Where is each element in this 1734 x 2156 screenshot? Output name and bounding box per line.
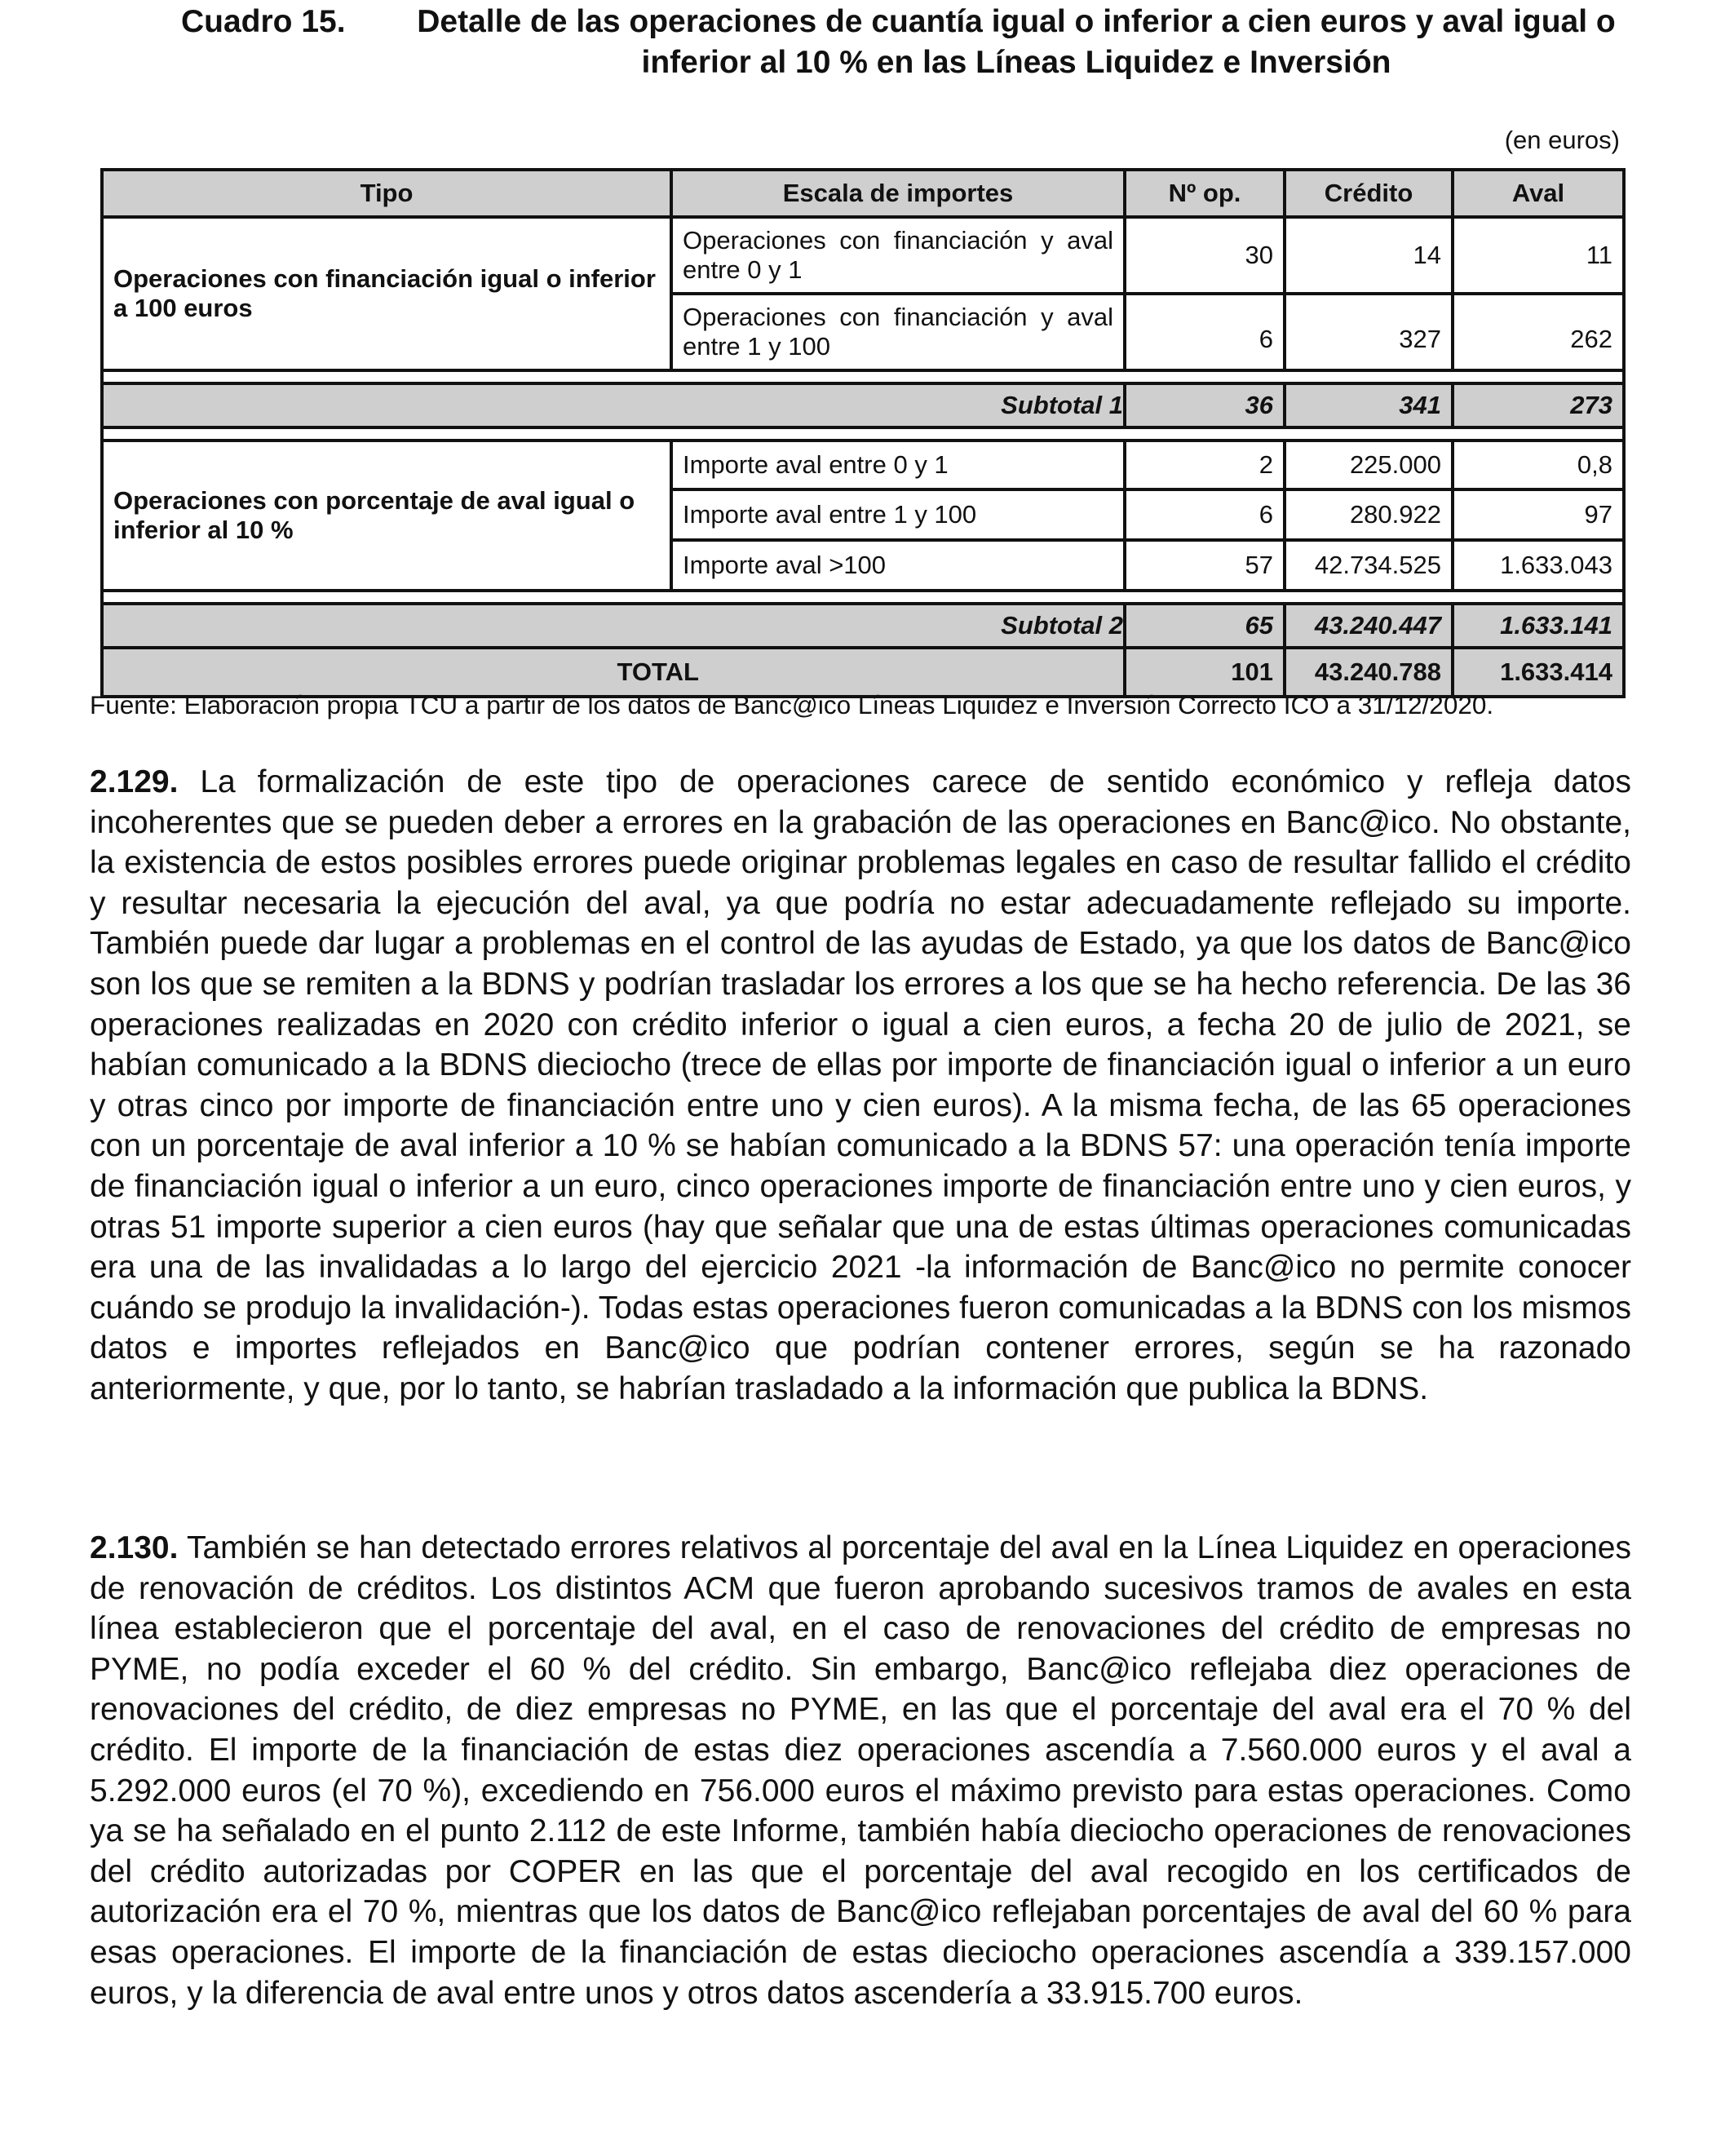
group1-row1-aval: 11 bbox=[1453, 217, 1624, 294]
spacer-row bbox=[102, 370, 1624, 383]
table-header-row bbox=[102, 170, 1624, 217]
spacer-row bbox=[102, 591, 1624, 604]
table-caption bbox=[181, 2, 1633, 83]
subtotal1-label-text: Subtotal 1 bbox=[1001, 391, 1123, 419]
group1-row2-escala bbox=[671, 294, 1125, 370]
unit-note: (en euros) bbox=[1504, 126, 1620, 154]
paragraph-2-130 bbox=[90, 1528, 1631, 2013]
paragraph-number: 2.130. bbox=[90, 1530, 179, 1565]
total-credito: 43.240.788 bbox=[1285, 648, 1453, 697]
escala-line-b: entre 0 y 1 bbox=[683, 255, 803, 284]
caption-title: Detalle de las operaciones de cuantía igual o inferior a cien euros y aval igual o inferior al 10 % en las Líneas Liquidez e Inversión bbox=[417, 4, 1616, 80]
group1-row2-aval: 262 bbox=[1453, 294, 1624, 370]
subtotal2-credito: 43.240.447 bbox=[1285, 604, 1453, 648]
header-escala: Escala de importes bbox=[671, 170, 1125, 217]
subtotal2-row bbox=[102, 604, 1624, 648]
group2-row2-nop: 6 bbox=[1125, 489, 1285, 540]
escala-line-a: Operaciones con financiación y aval bbox=[683, 226, 1113, 255]
spacer-row bbox=[102, 427, 1624, 440]
group2-row1-credito: 225.000 bbox=[1285, 440, 1453, 489]
subtotal1-row bbox=[102, 383, 1624, 427]
paragraph-number: 2.129. bbox=[90, 764, 179, 799]
escala-line-b: entre 1 y 100 bbox=[683, 332, 830, 361]
group2-row1-aval: 0,8 bbox=[1453, 440, 1624, 489]
group2-row1-nop: 2 bbox=[1125, 440, 1285, 489]
caption-label: Cuadro 15. bbox=[181, 4, 346, 39]
header-aval: Aval bbox=[1453, 170, 1624, 217]
source-note: Fuente: Elaboración propia TCU a partir de los datos de Banc@ico Líneas Liquidez e Inversión Correcto ICO a 31/12/2020. bbox=[90, 690, 1494, 719]
table-row bbox=[102, 217, 1624, 294]
subtotal1-credito: 341 bbox=[1285, 383, 1453, 427]
operations-table bbox=[100, 168, 1626, 698]
group2-row2-aval: 97 bbox=[1453, 489, 1624, 540]
group2-row3-credito: 42.734.525 bbox=[1285, 540, 1453, 591]
table-row bbox=[102, 440, 1624, 489]
subtotal1-nop: 36 bbox=[1125, 383, 1285, 427]
subtotal2-label-text: Subtotal 2 bbox=[1001, 611, 1123, 640]
paragraph-2-129 bbox=[90, 762, 1631, 1410]
paragraph-text: La formalización de este tipo de operaciones carece de sentido económico y refleja datos incoherentes que se pueden deber a errores en la grabación de las operaciones en Banc@ico. No obstante, la existencia de estos posibles errores puede originar problemas legales en caso de resultar fallido el crédito y resultar necesaria la ejecución del aval, ya que podría no estar adecuadamente reflejado su importe. También puede dar lugar a problemas en el control de las ayudas de Estado, ya que los datos de Banc@ico son los que se remiten a la BDNS y podrían trasladar los errores a los que se ha hecho referencia. De las 36 operaciones realizadas en 2020 con crédito inferior o igual a cien euros, a fecha 20 de julio de 2021, se habían comunicado a la BDNS dieciocho (trece de ellas por importe de financiación igual o inferior a un euro y otras cinco por importe de financiación entre uno y cien euros). A la misma fecha, de las 65 operaciones con un porcentaje de aval inferior a 10 % se habían comunicado a la BDNS 57: una operación tenía importe de financiación igual o inferior a un euro, cinco operaciones importe de financiación entre uno y cien euros, y otras 51 importe superior a cien euros (hay que señalar que una de estas últimas operaciones comunicadas era una de las invalidadas a lo largo del ejercicio 2021 -la información de Banc@ico no permite conocer cuándo se produjo la invalidación-). Todas estas operaciones fueron comunicadas a la BDNS con los mismos datos e importes reflejados en Banc@ico que podrían contener errores, según se ha razonado anteriormente, y que, por lo tanto, se habrían trasladado a la información que publica la BDNS. bbox=[90, 764, 1631, 1406]
total-label-text: TOTAL bbox=[617, 657, 699, 686]
subtotal2-aval: 1.633.141 bbox=[1453, 604, 1624, 648]
subtotal2-nop: 65 bbox=[1125, 604, 1285, 648]
group2-row2-escala: Importe aval entre 1 y 100 bbox=[671, 489, 1125, 540]
header-tipo: Tipo bbox=[102, 170, 671, 217]
subtotal2-label bbox=[102, 604, 1125, 648]
group1-tipo bbox=[102, 217, 671, 370]
group1-tipo-text: Operaciones con financiación igual o inferior a 100 euros bbox=[113, 264, 656, 322]
subtotal1-label bbox=[102, 383, 1125, 427]
group2-row2-credito: 280.922 bbox=[1285, 489, 1453, 540]
group1-row1-escala bbox=[671, 217, 1125, 294]
group2-row3-aval: 1.633.043 bbox=[1453, 540, 1624, 591]
group2-row3-nop: 57 bbox=[1125, 540, 1285, 591]
group1-row2-nop: 6 bbox=[1125, 294, 1285, 370]
subtotal1-aval: 273 bbox=[1453, 383, 1624, 427]
header-nop: Nº op. bbox=[1125, 170, 1285, 217]
group1-row1-credito: 14 bbox=[1285, 217, 1453, 294]
escala-line-a: Operaciones con financiación y aval bbox=[683, 303, 1113, 331]
total-nop: 101 bbox=[1125, 648, 1285, 697]
paragraph-text: También se han detectado errores relativos al porcentaje del aval en la Línea Liquidez en operaciones de renovación de créditos. Los distintos ACM que fueron aprobando sucesivos tramos de avales en esta línea establecieron que el porcentaje del aval, en el caso de renovaciones del crédito de empresas no PYME, no podía exceder el 60 % del crédito. Sin embargo, Banc@ico reflejaba diez operaciones de renovaciones del crédito, de diez empresas no PYME, en las que el porcentaje del aval era el 70 % del crédito. El importe de la financiación de estas diez operaciones ascendía a 7.560.000 euros y el aval a 5.292.000 euros (el 70 %), excediendo en 756.000 euros el máximo previsto para estas operaciones. Como ya se ha señalado en el punto 2.112 de este Informe, también había dieciocho operaciones de renovaciones del crédito autorizadas por COPER en las que el porcentaje del aval recogido en los certificados de autorización era el 70 %, mientras que los datos de Banc@ico reflejaban porcentajes de aval del 60 % para esas operaciones. El importe de la financiación de estas dieciocho operaciones ascendía a 339.157.000 euros, y la diferencia de aval entre unos y otros datos ascendería a 33.915.700 euros. bbox=[90, 1530, 1631, 2011]
header-credito: Crédito bbox=[1285, 170, 1453, 217]
group2-tipo bbox=[102, 440, 671, 591]
group2-tipo-text: Operaciones con porcentaje de aval igual o inferior al 10 % bbox=[113, 486, 635, 544]
total-aval: 1.633.414 bbox=[1453, 648, 1624, 697]
group2-row1-escala: Importe aval entre 0 y 1 bbox=[671, 440, 1125, 489]
group1-row2-credito: 327 bbox=[1285, 294, 1453, 370]
group2-row3-escala: Importe aval >100 bbox=[671, 540, 1125, 591]
group1-row1-nop: 30 bbox=[1125, 217, 1285, 294]
